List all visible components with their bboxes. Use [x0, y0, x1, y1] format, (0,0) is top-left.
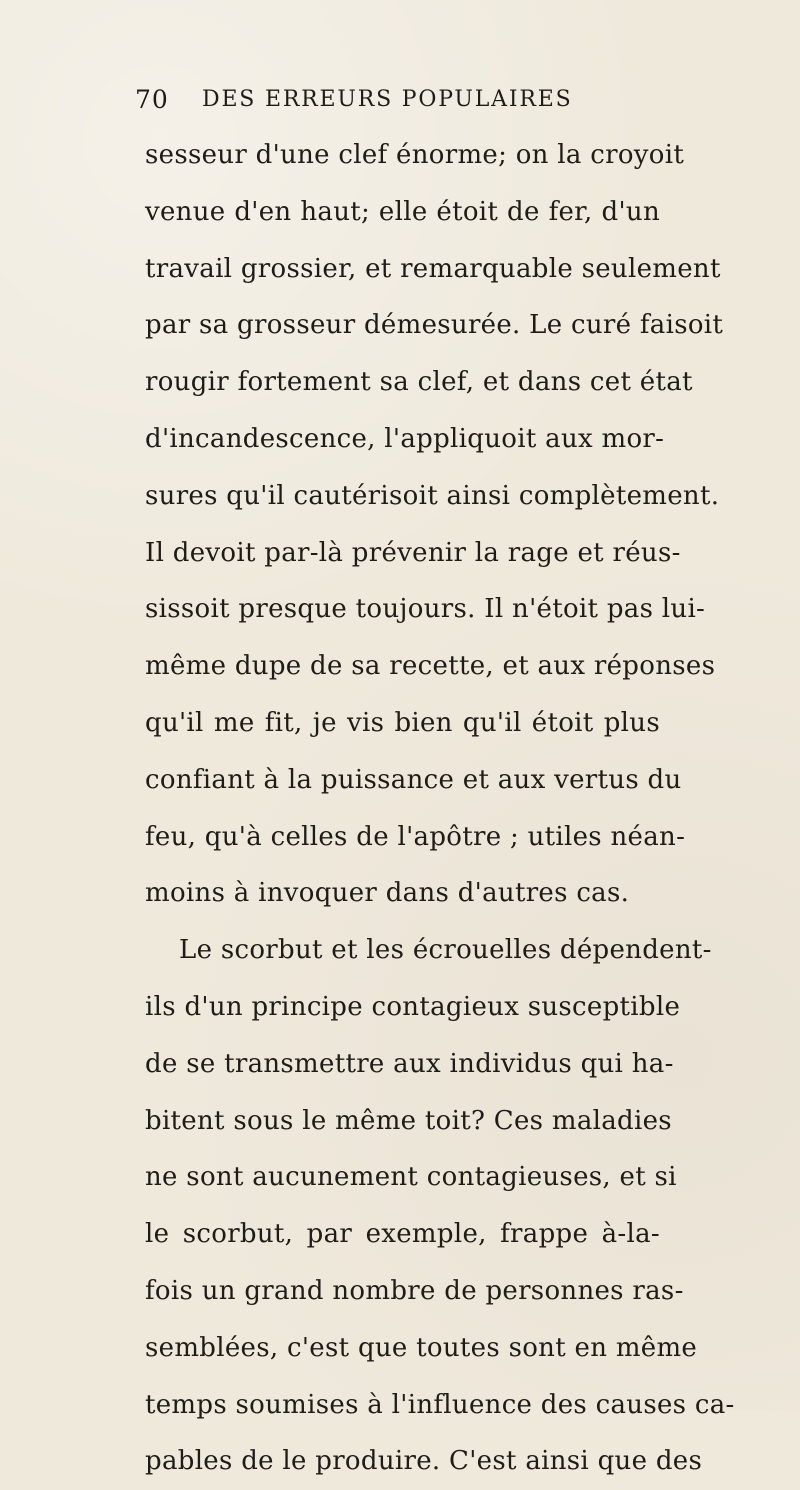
text-line: pables de le produire. C'est ainsi que des: [145, 1446, 703, 1477]
text-line: feu, qu'à celles de l'apôtre ; utiles néan-: [145, 821, 686, 852]
text-line: bitent sous le même toit? Ces maladies: [145, 1105, 672, 1136]
text-line: le scorbut, par exemple, frappe à-la-: [145, 1219, 660, 1250]
text-line: qu'il me fit, je vis bien qu'il étoit plus: [145, 707, 660, 738]
text-line: venue d'en haut; elle étoit de fer, d'un: [145, 196, 660, 227]
text-line: sissoit presque toujours. Il n'étoit pas lui-: [145, 594, 706, 625]
text-line: temps soumises à l'influence des causes ca-: [145, 1389, 735, 1420]
text-line: ils d'un principe contagieux susceptible: [145, 991, 681, 1022]
text-line: ne sont aucunement contagieuses, et si: [145, 1162, 677, 1193]
text-line: même dupe de sa recette, et aux réponses: [145, 651, 716, 682]
text-line: travail grossier, et remarquable seulement: [145, 253, 721, 284]
text-line: Le scorbut et les écrouelles dépendent-: [179, 935, 712, 966]
text-line: fois un grand nombre de personnes ras-: [145, 1275, 684, 1306]
running-head: DES ERREURS POPULAIRES: [202, 87, 573, 112]
text-line: sesseur d'une clef énorme; on la croyoit: [145, 140, 685, 170]
text-line: d'incandescence, l'appliquoit aux mor-: [145, 423, 665, 454]
page-header: [135, 82, 645, 118]
body-text: [145, 127, 735, 1490]
text-line: sures qu'il cautérisoit ainsi complètement.: [145, 480, 720, 511]
text-line: par sa grosseur démesurée. Le curé faisoit: [145, 310, 724, 341]
text-line: confiant à la puissance et aux vertus du: [145, 764, 682, 795]
text-line: Il devoit par-là prévenir la rage et réus-: [145, 537, 681, 568]
page-number: 70: [135, 85, 169, 114]
text-line: de se transmettre aux individus qui ha-: [145, 1048, 674, 1079]
text-line: moins à invoquer dans d'autres cas.: [145, 878, 630, 909]
text-line: semblées, c'est que toutes sont en même: [145, 1332, 698, 1363]
text-line: rougir fortement sa clef, et dans cet état: [145, 367, 693, 398]
